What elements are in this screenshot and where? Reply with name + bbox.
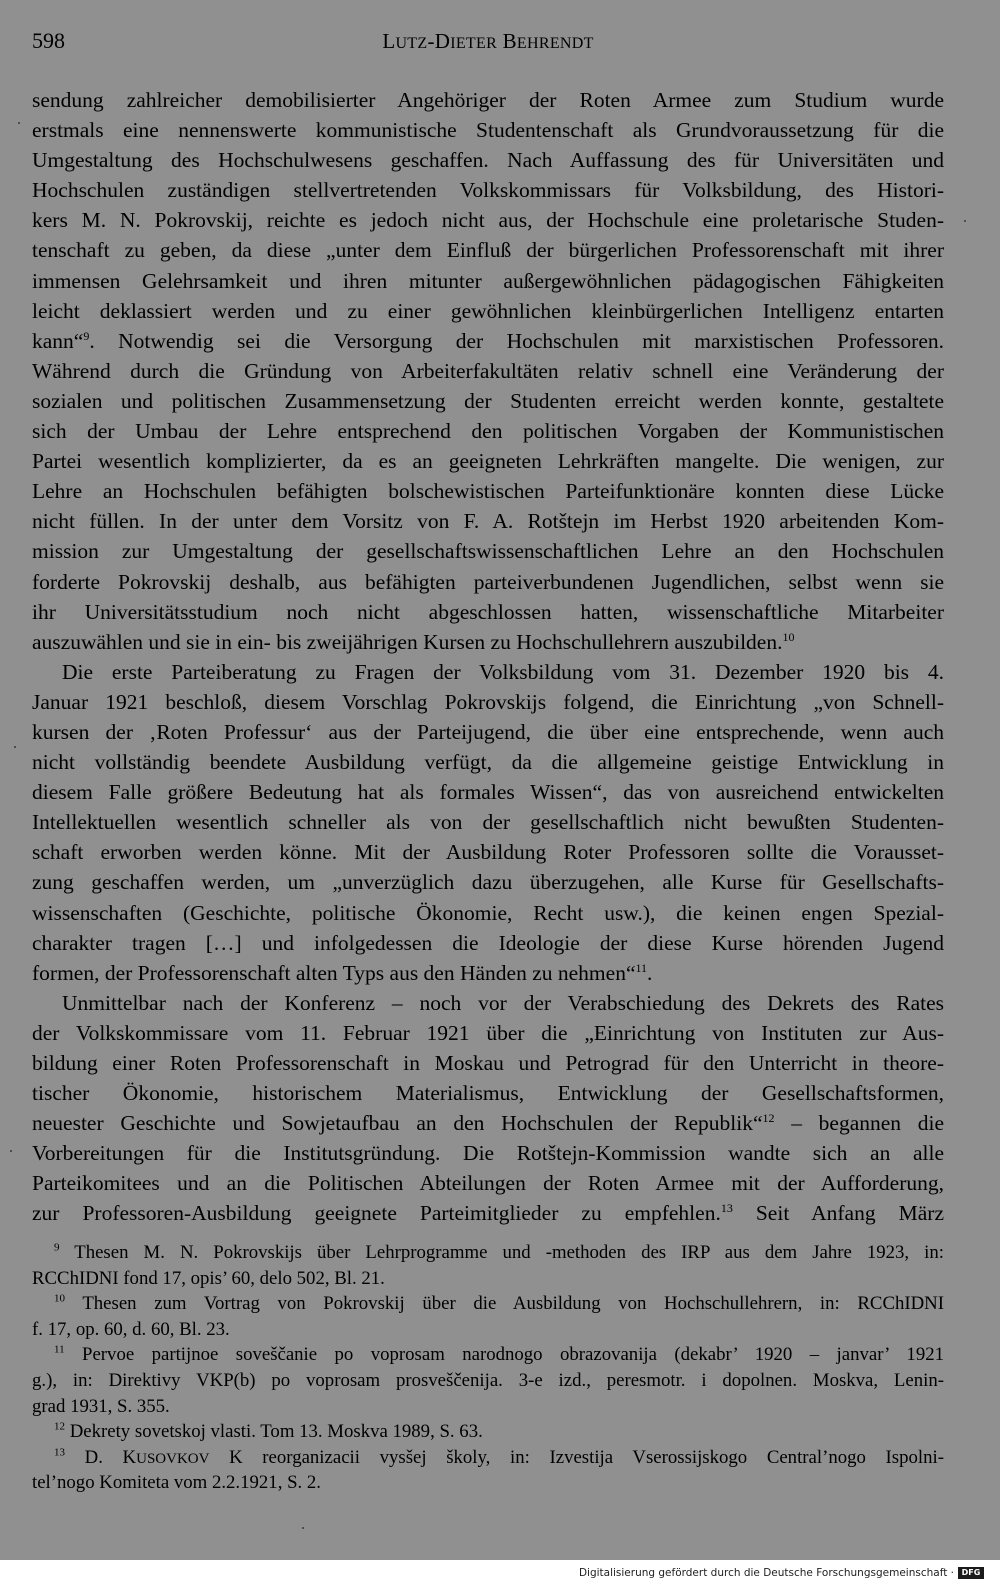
text-line: mission zur Umgestaltung der gesellschaftswissenschaftlichen Lehre an den Hochschulen (32, 539, 944, 564)
dfg-logo: DFG (958, 1567, 984, 1579)
page-header (32, 28, 944, 58)
footnote-line: tel’nogo Komiteta vom 2.2.1921, S. 2. (32, 1472, 322, 1494)
text-line: Während durch die Gründung von Arbeiterfakultäten relativ schnell eine Veränderung der (32, 358, 944, 383)
scan-speck (14, 746, 16, 748)
text-line: nicht füllen. In der unter dem Vorsitz von F. A. Rotštejn im Herbst 1920 arbeitenden Kom- (32, 509, 944, 534)
scan-speck (964, 220, 966, 222)
text-line: ihr Universitätsstudium noch nicht abgeschlossen hatten, wissenschaftliche Mitarbeiter (32, 599, 944, 624)
text-fragment: formen, der Professorenschaft alten Typs aus den Händen zu nehmen“ (32, 960, 636, 985)
text-line: Die erste Parteiberatung zu Fragen der Volksbildung vom 31. Dezember 1920 bis 4. (62, 659, 944, 684)
footnote-author-smallcaps: USOVKOV (136, 1450, 210, 1467)
text-line: der Volkskommissare vom 11. Februar 1921 über die „Einrichtung von Instituten zur Aus- (32, 1020, 944, 1045)
footnote-text: Thesen M. N. Pokrovskijs über Lehrprogramme und -methoden des IRP aus dem Jahre 1923, in: (74, 1242, 945, 1263)
footnote-ref: 13 (720, 1201, 733, 1216)
text-line: Umgestaltung des Hochschulwesens geschaffen. Nach Auffassung des für Universitäten und (32, 148, 944, 173)
footnote-ref: 10 (782, 629, 795, 644)
digitization-credit (579, 1566, 984, 1580)
text-fragment: zur Professoren-Ausbildung geeignete Parteimitglieder zu empfehlen. (32, 1201, 721, 1226)
footnote-ref: 12 (762, 1111, 775, 1126)
text-line: zung geschaffen werden, um „unverzüglich dazu überzugehen, alle Kurse für Gesellschafts- (32, 870, 944, 895)
scan-speck (10, 1150, 12, 1152)
footnote-text: K reorganizacii vysšej školy, in: Izvestija Vserossijskogo Central’nogo Ispolni- (209, 1446, 944, 1468)
footnote-line (32, 1445, 944, 1471)
text-line: Januar 1921 beschloß, diesem Vorschlag Pokrovskijs folgend, die Einrichtung „von Schnell- (32, 689, 944, 714)
running-head-author (32, 28, 944, 57)
author-initial-d: -D (427, 29, 451, 53)
footnote-line: f. 17, op. 60, d. 60, Bl. 23. (32, 1318, 230, 1340)
footnote-number: 10 (54, 1292, 65, 1305)
text-line: wissenschaften (Geschichte, politische Ökonomie, Recht usw.), die keinen engen Spezial- (32, 900, 944, 925)
scan-speck (302, 1527, 304, 1529)
text-line: Lehre an Hochschulen befähigten bolschewistischen Parteifunktionäre konnten diese Lücke (32, 479, 944, 504)
text-line: Partei wesentlich komplizierter, da es an geeigneten Lehrkräften mangelte. Die wenigen, zur (32, 449, 944, 474)
text-fragment: kann“ (32, 328, 84, 353)
footnote-number: 12 (54, 1420, 65, 1433)
text-line: Hochschulen zuständigen stellvertretenden Volkskommissars für Volksbildung, des Histori- (32, 178, 944, 203)
text-line: kers M. N. Pokrovskij, reichte es jedoch nicht aus, der Hochschule eine proletarische Studen- (32, 208, 944, 233)
main-text (32, 85, 944, 1229)
text-line (32, 1108, 944, 1138)
footnote-number: 11 (54, 1344, 65, 1357)
text-fragment: – begannen die (774, 1111, 944, 1136)
text-line: immensen Gelehrsamkeit und ihren mitunter außergewöhnlichen pädagogischen Fähigkeiten (32, 268, 944, 293)
text-line: Unmittelbar nach der Konferenz – noch vor der Verabschiedung des Dekrets des Rates (62, 990, 944, 1015)
footnotes (32, 1240, 944, 1496)
footnote-line: RCChIDNI fond 17, opis’ 60, delo 502, Bl. 21. (32, 1267, 385, 1289)
author-smallcaps-1: UTZ (395, 35, 428, 52)
footnote-ref: 9 (83, 328, 90, 343)
footnote-author: D. K (84, 1446, 137, 1468)
text-line: bildung einer Roten Professorenschaft in Moskau und Petrograd für den Unterricht in theore- (32, 1051, 944, 1075)
text-line: sendung zahlreicher demobilisierter Angehöriger der Roten Armee zum Studium wurde (32, 88, 944, 112)
text-line: sich der Umbau der Lehre entsprechend den politischen Vorgaben der Kommunistischen (32, 419, 944, 444)
text-line: Vorbereitungen für die Institutsgründung. Die Rotštejn-Kommission wandte sich an alle (32, 1141, 944, 1166)
text-line: tenschaft zu geben, da diese „unter dem Einfluß der bürgerlichen Professorenschaft mit ihrer (32, 238, 944, 263)
text-line: schaft erworben werden könne. Mit der Ausbildung Roter Professoren sollte die Vorausset- (32, 840, 944, 865)
text-line (32, 627, 944, 657)
text-line: Intellektuellen wesentlich schneller als von der gesellschaftlich nicht bewußten Studenten- (32, 810, 944, 835)
text-line: sozialen und politischen Zusammensetzung der Studenten erreicht werden konnte, gestaltete (32, 388, 944, 413)
text-line: kursen der ‚Roten Professur‘ aus der Parteijugend, die über eine entsprechende, wenn auch (32, 719, 944, 744)
text-fragment: Seit Anfang März (732, 1201, 944, 1226)
footnote-line (32, 1342, 944, 1368)
footnote-text: Thesen zum Vortrag von Pokrovskij über die Ausbildung von Hochschullehrern, in: RCChIDNI (82, 1293, 944, 1315)
footnote-line (32, 1291, 944, 1317)
footnote-number: 9 (54, 1241, 60, 1254)
footnote-text: Pervoe partijnoe soveščanie po voprosam narodnogo obrazovanija (dekabr’ 1920 – janvar’ 1921 (82, 1344, 944, 1366)
text-line (32, 326, 944, 356)
footnote-line (32, 1419, 944, 1445)
text-fragment: auszuwählen und sie in ein- bis zweijährigen Kursen zu Hochschullehrern auszubilden. (32, 629, 783, 654)
footnote-line: g.), in: Direktivy VKP(b) po voprosam prosveščenija. 3-e izd., peresmotr. i dopolnen. Moskva, Lenin- (32, 1369, 944, 1391)
author-initial-b: B (497, 29, 517, 53)
text-fragment: . Notwendig sei die Versorgung der Hochschulen mit marxistischen Professoren. (89, 328, 944, 353)
footnote-ref: 11 (635, 960, 648, 975)
author-initial-l: L (382, 29, 396, 53)
text-line: nicht vollständig beendete Ausbildung verfügt, da die allgemeine geistige Entwicklung in (32, 750, 944, 775)
text-line: erstmals eine nennenswerte kommunistische Studentenschaft als Grundvoraussetzung für die (32, 118, 944, 143)
footnote-text: Dekrety sovetskoj vlasti. Tom 13. Moskva 1989, S. 63. (69, 1421, 483, 1443)
footnote-line: grad 1931, S. 355. (32, 1395, 170, 1417)
credit-text: Digitalisierung gefördert durch die Deutsche Forschungsgemeinschaft · (578, 1567, 954, 1579)
author-smallcaps-3: EHRENDT (516, 35, 594, 52)
scan-speck (18, 122, 20, 124)
footnote-number: 13 (54, 1446, 65, 1459)
text-line (32, 1198, 944, 1228)
footnote-line (32, 1240, 944, 1266)
text-line: Parteikomitees und an die Politischen Abteilungen der Roten Armee mit der Aufforderung, (32, 1171, 944, 1196)
text-fragment: . (647, 960, 653, 985)
text-line: diesem Falle größere Bedeutung hat als formales Wissen“, das von ausreichend entwickelten (32, 780, 944, 805)
text-fragment: neuester Geschichte und Sowjetaufbau an den Hochschulen der Republik“ (32, 1111, 763, 1136)
text-line: charakter tragen […] und infolgedessen die Ideologie der diese Kurse hörenden Jugend (32, 930, 944, 955)
page-number: 598 (32, 28, 65, 53)
text-line (32, 958, 944, 988)
text-line: forderte Pokrovskij deshalb, aus befähigten parteiverbundenen Jugendlichen, selbst wenn sie (32, 569, 944, 594)
text-line: tischer Ökonomie, historischem Materialismus, Entwicklung der Gesellschaftsformen, (32, 1081, 944, 1106)
text-line: leicht deklassiert werden und zu einer gewöhnlichen kleinbürgerlichen Intelligenz entarten (32, 298, 944, 323)
author-smallcaps-2: IETER (450, 35, 498, 52)
